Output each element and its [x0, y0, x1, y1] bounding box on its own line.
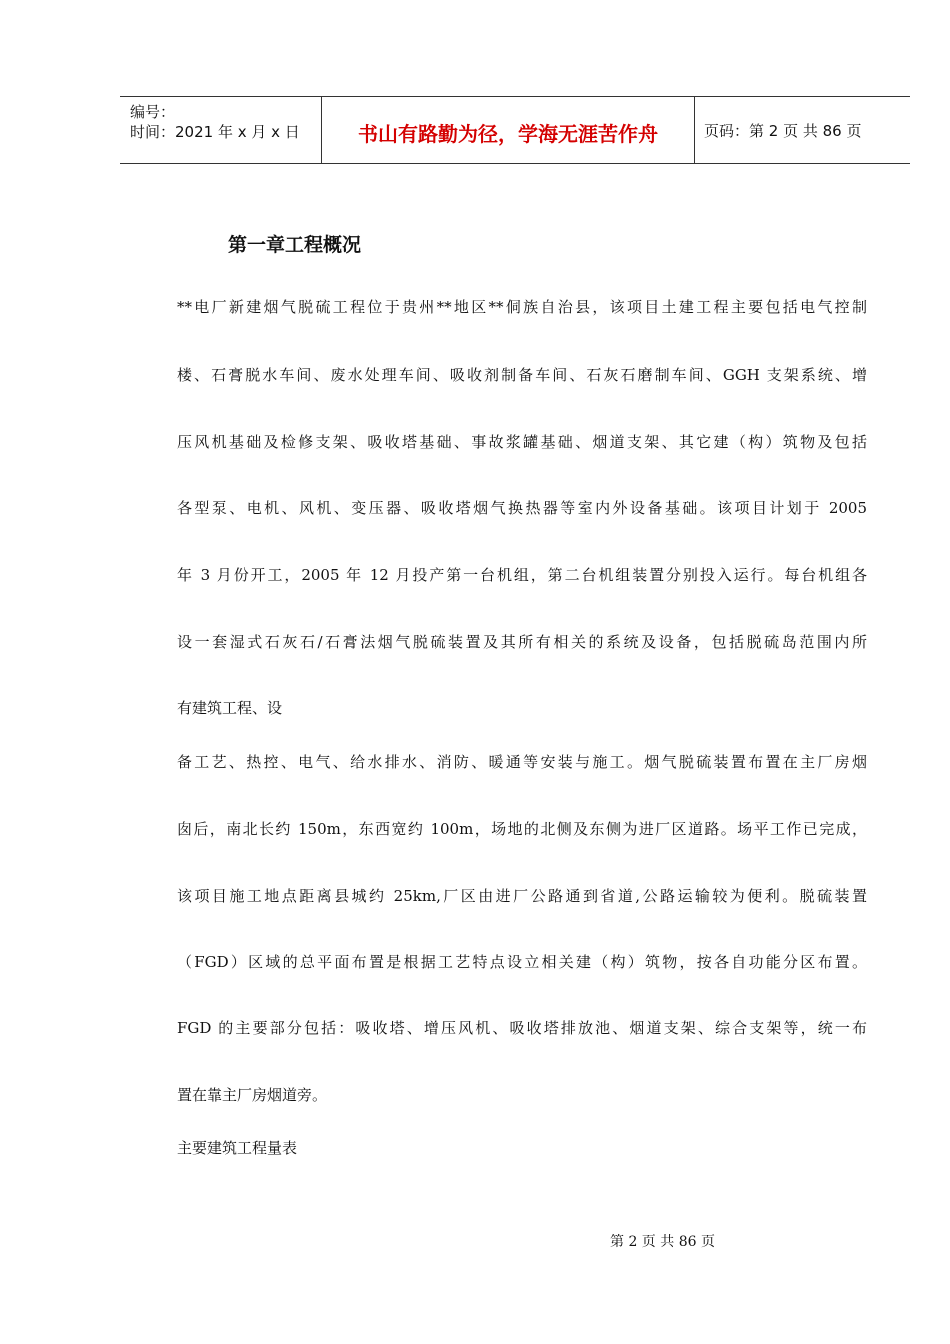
- table-caption: 主要建筑工程量表: [177, 1139, 298, 1157]
- body-line: 压风机基础及检修支架、吸收塔基础、事故浆罐基础、烟道支架、其它建（构）筑物及包括: [177, 433, 867, 451]
- header-page-cell: [695, 97, 910, 163]
- body-line: 置在靠主厂房烟道旁。: [177, 1086, 328, 1104]
- body-line: 囱后，南北长约 150m，东西宽约 100m，场地的北侧及东侧为进厂区道路。场平工作已完成，: [177, 820, 867, 838]
- body-line: **电厂新建烟气脱硫工程位于贵州**地区**侗族自治县，该项目土建工程主要包括电气控制: [177, 298, 867, 316]
- body-line: 备工艺、热控、电气、给水排水、消防、暖通等安装与施工。烟气脱硫装置布置在主厂房烟: [177, 753, 867, 771]
- header-meta-cell: [120, 97, 321, 163]
- body-line: FGD 的主要部分包括：吸收塔、增压风机、吸收塔排放池、烟道支架、综合支架等，统一布: [177, 1019, 867, 1037]
- body-line: 楼、石膏脱水车间、废水处理车间、吸收剂制备车间、石灰石磨制车间、GGH 支架系统、增: [177, 366, 867, 384]
- document-header: [120, 96, 910, 164]
- page-info: 页码：第 2 页 共 86 页: [704, 122, 862, 140]
- motto-text: 书山有路勤为径，学海无涯苦作舟: [358, 122, 658, 146]
- body-line: 该项目施工地点距离县城约 25km,厂区由进厂公路通到省道,公路运输较为便利。脱硫装置: [177, 887, 867, 905]
- body-line: 年 3 月份开工，2005 年 12 月投产第一台机组，第二台机组装置分别投入运行。每台机组各: [177, 566, 867, 584]
- header-motto-cell: [321, 97, 695, 163]
- serial-number-label: 编号：: [130, 103, 176, 121]
- date-label: 时间：2021 年 x 月 x 日: [130, 123, 300, 141]
- chapter-title: 第一章工程概况: [228, 234, 362, 256]
- page-footer: 第 2 页 共 86 页: [610, 1234, 715, 1250]
- body-line: 有建筑工程、设: [177, 699, 283, 717]
- body-line: （FGD）区域的总平面布置是根据工艺特点设立相关建（构）筑物，按各自功能分区布置。: [177, 953, 867, 971]
- body-line: 设一套湿式石灰石/石膏法烟气脱硫装置及其所有相关的系统及设备，包括脱硫岛范围内所: [177, 633, 867, 651]
- body-line: 各型泵、电机、风机、变压器、吸收塔烟气换热器等室内外设备基础。该项目计划于 2005: [177, 499, 867, 517]
